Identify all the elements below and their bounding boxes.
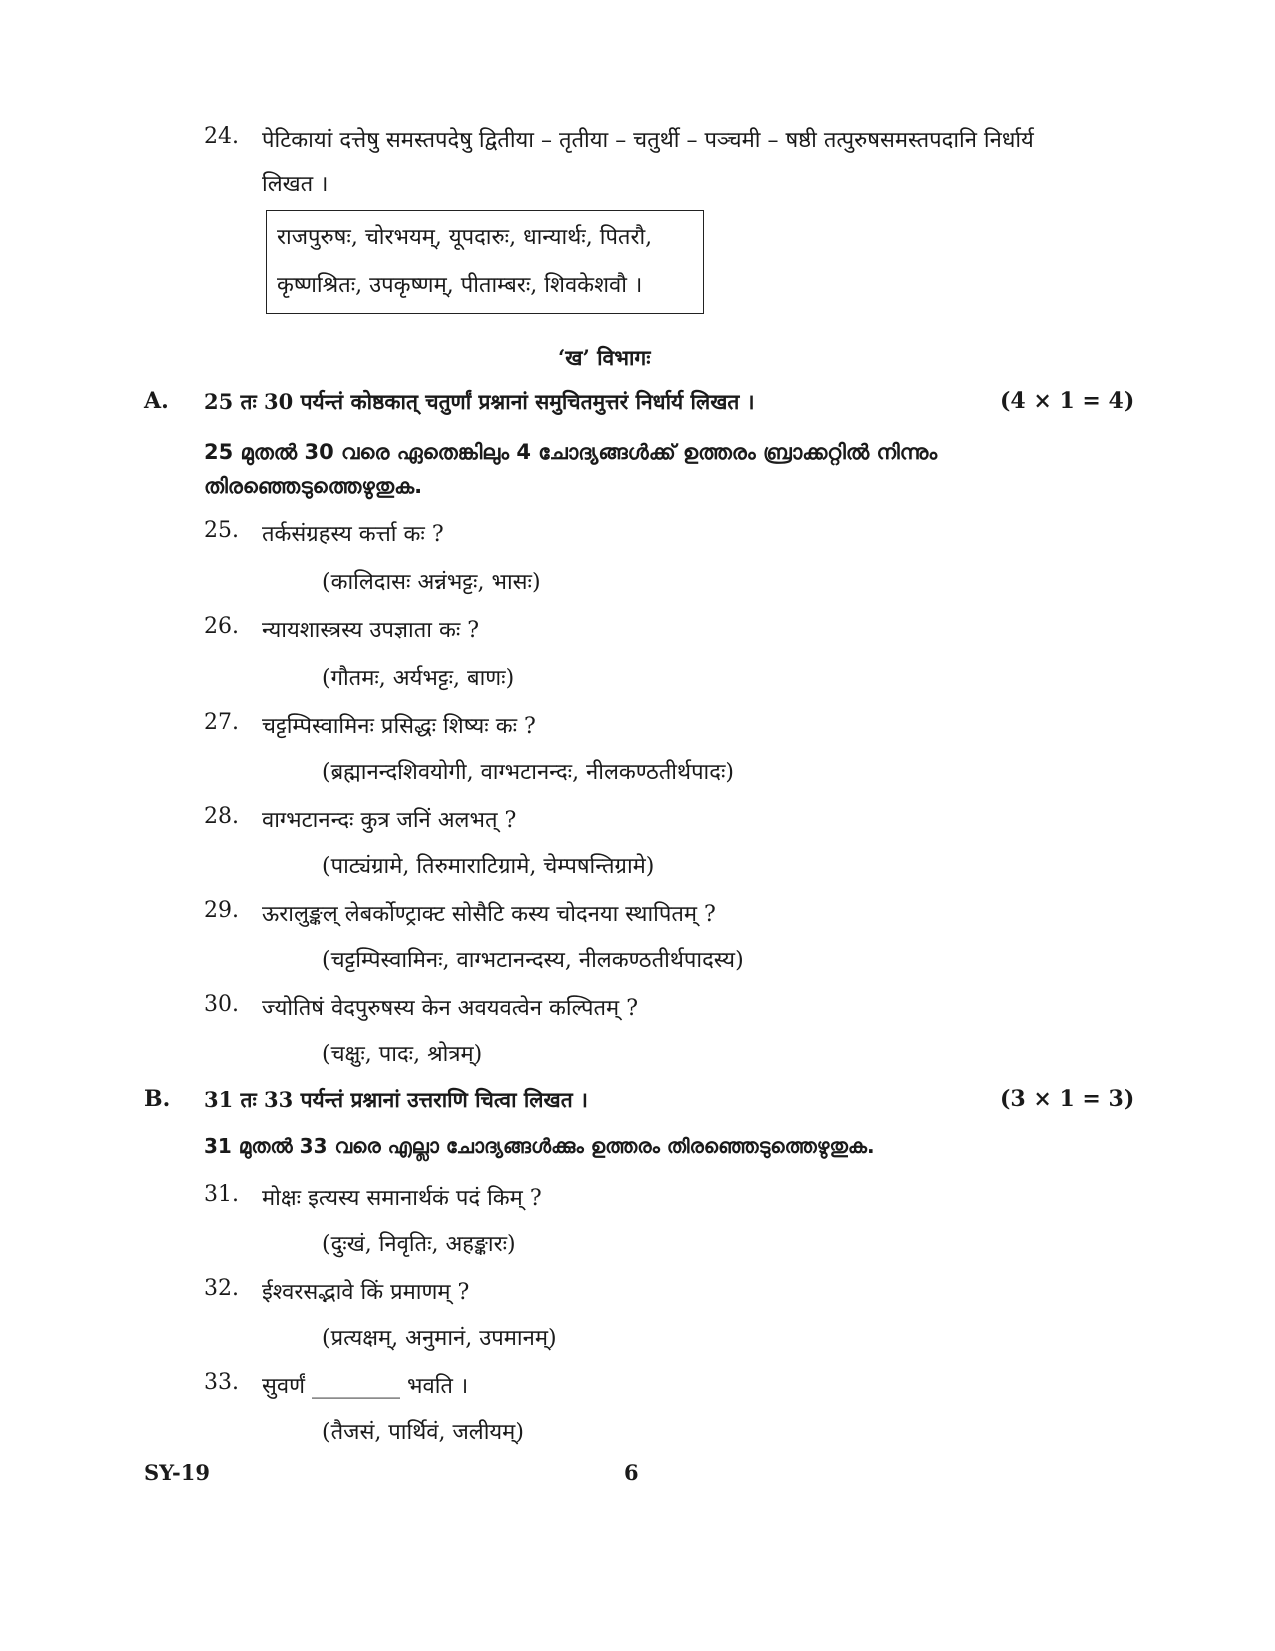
question-text: न्यायशास्त्रस्य उपज्ञाता कः ? [262, 618, 480, 643]
question-number: 32. [204, 1276, 239, 1301]
page-number: 6 [624, 1460, 639, 1485]
answer-options: (दुःखं, निवृतिः, अहङ्कारः) [322, 1232, 516, 1257]
question-number: 25. [204, 518, 239, 543]
question-text: तर्कसंग्रहस्य कर्त्ता कः ? [262, 522, 444, 547]
answer-options: (पाट्यंग्रामे, तिरुमाराटिग्रामे, चेम्पषन्तिग्रामे) [322, 854, 655, 879]
answer-options: (चक्षुः, पादः, श्रोत्रम्) [322, 1042, 483, 1067]
question-text: मोक्षः इत्यस्य समानार्थकं पदं किम् ? [262, 1186, 542, 1211]
malayalam-instruction-cont: തിരഞ്ഞെടുത്തെഴുതുക. [204, 474, 423, 498]
word-box-line: कृष्णश्रितः, उपकृष्णम्, पीताम्बरः, शिवकेशवौ । [277, 273, 643, 298]
answer-options: (चट्टम्पिस्वामिनः, वाग्भटानन्दस्य, नीलकण्ठतीर्थपादस्य) [322, 948, 744, 973]
malayalam-instruction: 25 മുതൽ 30 വരെ ഏതെങ്കിലും 4 ചോദ്യങ്ങൾക്ക് ഉത്തരം ബ്രാക്കറ്റിൽ നിന്നും [204, 440, 938, 464]
part-instruction: 31 तः 33 पर्यन्तं प्रश्नानां उत्तराणि चित्वा लिखत । [204, 1087, 588, 1112]
answer-options: (गौतमः, अर्यभट्टः, बाणः) [322, 666, 515, 691]
question-text-cont: लिखत । [262, 172, 329, 197]
question-text: पेटिकायां दत्तेषु समस्तपदेषु द्वितीया – तृतीया – चतुर्थी – पञ्चमी – षष्ठी तत्पुरुषसमस्तपदानि निर्धार्य [262, 128, 1034, 153]
question-text: वाग्भटानन्दः कुत्र जनिं अलभत् ? [262, 808, 517, 833]
malayalam-instruction: 31 മുതൽ 33 വരെ എല്ലാ ചോദ്യങ്ങൾക്കും ഉത്തരം തിരഞ്ഞെടുത്തെഴുതുക. [204, 1134, 875, 1158]
question-number: 31. [204, 1182, 239, 1207]
question-number: 27. [204, 710, 239, 735]
section-heading: ‘ख’ विभागः [558, 345, 651, 370]
answer-options: (प्रत्यक्षम्, अनुमानं, उपमानम्) [322, 1326, 557, 1351]
question-text: चट्टम्पिस्वामिनः प्रसिद्धः शिष्यः कः ? [262, 714, 536, 739]
question-number: 33. [204, 1370, 239, 1395]
question-number: 24. [204, 124, 239, 149]
question-number: 30. [204, 992, 239, 1017]
paper-code: SY-19 [144, 1460, 210, 1485]
answer-options: (कालिदासः अन्नंभट्टः, भासः) [322, 570, 541, 595]
question-text: सुवर्णं ________ भवति । [262, 1374, 469, 1399]
question-number: 28. [204, 804, 239, 829]
answer-options: (तैजसं, पार्थिवं, जलीयम्) [322, 1420, 524, 1445]
word-box [266, 210, 704, 314]
word-box-line: राजपुरुषः, चोरभयम्, यूपदारुः, धान्यार्थः, पितरौ, [277, 225, 653, 250]
question-text: ईश्वरसद्भावे किं प्रमाणम् ? [262, 1280, 470, 1305]
marks-label: (3 × 1 = 3) [1000, 1086, 1135, 1112]
question-text: ऊरालुङ्कल् लेबर्कोण्ट्राक्ट सोसैटि कस्य चोदनया स्थापितम् ? [262, 902, 716, 927]
answer-options: (ब्रह्मानन्दशिवयोगी, वाग्भटानन्दः, नीलकण्ठतीर्थपादः) [322, 760, 734, 785]
question-number: 26. [204, 614, 239, 639]
part-letter: B. [144, 1086, 171, 1112]
part-instruction: 25 तः 30 पर्यन्तं कोष्ठकात् चतुर्णां प्रश्नानां समुचितमुत्तरं निर्धार्य लिखत । [204, 389, 755, 414]
part-letter: A. [144, 388, 169, 414]
marks-label: (4 × 1 = 4) [1000, 388, 1135, 414]
question-text: ज्योतिषं वेदपुरुषस्य केन अवयवत्वेन कल्पितम् ? [262, 996, 638, 1021]
question-number: 29. [204, 898, 239, 923]
